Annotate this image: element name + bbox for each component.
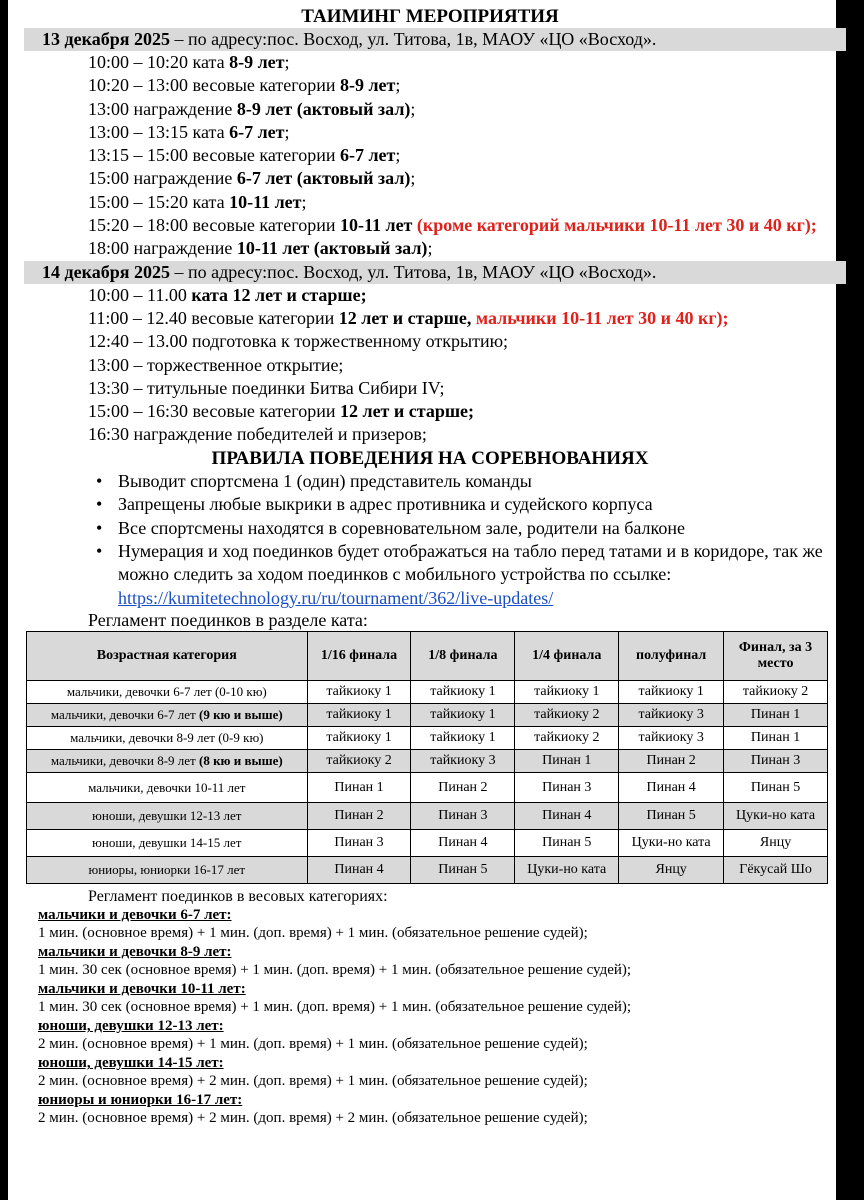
category-text: мальчики, девочки 6-7 лет: [50, 707, 199, 723]
day2-item: [88, 330, 830, 353]
kata-cell: тайкиоку 1: [411, 727, 515, 750]
item-post: ;: [410, 98, 416, 119]
day2-header: [24, 261, 846, 284]
item-post: ;: [395, 75, 401, 96]
weight-category-heading: мальчики и девочки 8-9 лет:: [38, 944, 232, 961]
weights-list: [30, 906, 830, 1128]
kata-cell: Пинан 4: [619, 773, 724, 803]
day1-special-item: [30, 214, 830, 237]
category-text: юноши, девушки 14-15 лет: [92, 835, 242, 851]
live-updates-link[interactable]: https://kumitetechnology.ru/ru/tournament/362/live-updates/: [118, 587, 554, 608]
table-row: [27, 704, 828, 727]
day2-item: [88, 423, 830, 446]
rules-list: [30, 470, 830, 610]
kata-cell: Пинан 4: [411, 830, 515, 857]
kata-cell: тайкиоку 3: [411, 750, 515, 773]
kata-cell: Пинан 3: [411, 803, 515, 830]
day2-address: – по адресу:пос. Восход, ул. Титова, 1в, МАОУ «ЦО «Восход».: [169, 261, 657, 282]
rule-item: • Выводит спортсмена 1 (один) представитель команды: [118, 470, 830, 493]
kata-cell: тайкиоку 1: [411, 704, 515, 727]
weight-category-heading: юниоры и юниорки 16-17 лет:: [38, 1092, 243, 1109]
day1-schedule: [30, 51, 830, 261]
weights-regulation-title: Регламент поединков в весовых категориях:: [88, 888, 388, 906]
day2-item: [88, 400, 830, 423]
category-cell: [27, 773, 308, 803]
document-content: [30, 0, 830, 1128]
item-red-note: (кроме категорий мальчики 10-11 лет 30 и 40 кг);: [416, 215, 817, 236]
header-age-category: Возрастная категория: [27, 632, 308, 681]
header-round-16: 1/16 финала: [307, 632, 411, 681]
kata-cell: Цуки-но ката: [515, 857, 619, 884]
kata-cell: тайкиоку 1: [515, 681, 619, 704]
weight-category-text: 1 мин. 30 сек (основное время) + 1 мин. (доп. время) + 1 мин. (обязательное решение судей);: [38, 999, 632, 1016]
kata-cell: Пинан 4: [307, 857, 411, 884]
kata-cell: Гёкусай Шо: [724, 857, 828, 884]
item-bold: 6-7 лет: [229, 121, 285, 142]
item-text: 15:20 – 18:00 весовые категории: [88, 215, 340, 236]
kata-cell: Пинан 2: [619, 750, 724, 773]
item-bold: 8-9 лет (актовый зал): [236, 98, 411, 119]
item-bold: 6-7 лет: [339, 145, 396, 166]
weight-category-heading: мальчики и девочки 6-7 лет:: [38, 907, 232, 924]
item-text: 11:00 – 12.40 весовые категории: [88, 307, 339, 328]
category-bold: (9 кю и выше): [198, 707, 283, 723]
item-post: ;: [395, 145, 401, 166]
item-bold: 8-9 лет: [339, 75, 396, 96]
kata-cell: Пинан 1: [307, 773, 411, 803]
item-bold: 10-11 лет: [229, 191, 302, 212]
kata-cell: тайкиоку 1: [307, 704, 411, 727]
right-border: [836, 0, 864, 1200]
kata-cell: Пинан 1: [724, 704, 828, 727]
category-cell: [27, 803, 308, 830]
day2-item: [88, 284, 830, 307]
day1-date: 13 декабря 2025: [42, 29, 170, 49]
kata-cell: тайкиоку 2: [515, 727, 619, 750]
day2-item: [88, 354, 830, 377]
weight-category-text: 2 мин. (основное время) + 2 мин. (доп. время) + 2 мин. (обязательное решение судей);: [38, 1110, 588, 1127]
item-text: 15:00 награждение: [88, 168, 237, 189]
day1-item: [88, 51, 830, 74]
item-post: ;: [284, 52, 290, 72]
table-row: [27, 727, 828, 750]
category-text: мальчики, девочки 8-9 лет (0-9 кю): [70, 730, 264, 746]
item-text: 10:00 – 11.00: [88, 284, 192, 305]
kata-cell: Пинан 5: [515, 830, 619, 857]
weight-category-text: 1 мин. (основное время) + 1 мин. (доп. время) + 1 мин. (обязательное решение судей);: [38, 925, 588, 942]
kata-cell: Пинан 2: [411, 773, 515, 803]
kata-cell: Пинан 5: [411, 857, 515, 884]
header-quarterfinal: 1/4 финала: [515, 632, 619, 681]
day1-item: [88, 121, 830, 144]
table-row: [27, 750, 828, 773]
item-text: 10:20 – 13:00 весовые категории: [88, 75, 340, 96]
category-text: мальчики, девочки 6-7 лет (0-10 кю): [66, 684, 267, 700]
category-cell: [27, 727, 308, 750]
weight-category-text: 2 мин. (основное время) + 1 мин. (доп. время) + 1 мин. (обязательное решение судей);: [38, 1036, 588, 1053]
weight-category-text: 2 мин. (основное время) + 2 мин. (доп. время) + 1 мин. (обязательное решение судей);: [38, 1073, 588, 1090]
day1-item: [88, 191, 830, 214]
day1-header: [24, 28, 846, 51]
category-cell: [27, 857, 308, 884]
item-text: 16:30 награждение победителей и призеров;: [88, 424, 427, 445]
category-cell: [27, 681, 308, 704]
kata-cell: тайкиоку 1: [307, 681, 411, 704]
table-row: [27, 773, 828, 803]
kata-cell: Цуки-но ката: [724, 803, 828, 830]
day1-item: [88, 144, 830, 167]
item-post: ;: [427, 238, 433, 259]
kata-cell: тайкиоку 1: [411, 681, 515, 704]
table-row: [27, 830, 828, 857]
header-semifinal: полуфинал: [619, 632, 724, 681]
rule-item: [118, 540, 830, 610]
day2-schedule: [30, 284, 830, 447]
item-bold: 10-11 лет (актовый зал): [236, 238, 428, 259]
day2-special-item: [88, 307, 830, 330]
header-final: Финал, за 3 место: [724, 632, 828, 681]
kata-cell: Пинан 4: [515, 803, 619, 830]
kata-cell: тайкиоку 3: [619, 727, 724, 750]
kata-regulation-title: Регламент поединков в разделе ката:: [88, 610, 368, 631]
item-text: 15:00 – 16:30 весовые категории: [88, 401, 340, 422]
weight-category-heading: юноши, девушки 14-15 лет:: [38, 1055, 224, 1072]
item-text: 13:15 – 15:00 весовые категории: [88, 145, 340, 166]
page-title: ТАИМИНГ МЕРОПРИЯТИЯ: [301, 6, 559, 27]
category-cell: [27, 830, 308, 857]
day1-item: [88, 74, 830, 97]
weight-category-heading: мальчики и девочки 10-11 лет:: [38, 981, 246, 998]
table-row: [27, 803, 828, 830]
kata-cell: тайкиоку 1: [307, 727, 411, 750]
table-row: [27, 681, 828, 704]
weight-category-text: 1 мин. 30 сек (основное время) + 1 мин. (доп. время) + 1 мин. (обязательное решение судей);: [38, 962, 632, 979]
category-text: юниоры, юниорки 16-17 лет: [88, 862, 246, 878]
kata-cell: Пинан 3: [307, 830, 411, 857]
kata-cell: Янцу: [619, 857, 724, 884]
left-border: [0, 0, 8, 1200]
day1-address: – по адресу:пос. Восход, ул. Титова, 1в, МАОУ «ЦО «Восход».: [169, 29, 657, 49]
item-red-note: мальчики 10-11 лет 30 и 40 кг);: [475, 307, 729, 328]
kata-table: [26, 631, 828, 884]
category-text: мальчики, девочки 10-11 лет: [88, 779, 246, 795]
item-text: 13:00 – торжественное открытие;: [88, 354, 344, 375]
item-bold: 12 лет и старше,: [338, 307, 476, 328]
day1-item: [88, 237, 830, 260]
category-cell: [27, 750, 308, 773]
kata-cell: Пинан 3: [515, 773, 619, 803]
category-text: юноши, девушки 12-13 лет: [92, 808, 242, 824]
kata-cell: тайкиоку 2: [724, 681, 828, 704]
item-text: 12:40 – 13.00 подготовка к торжественному открытию;: [88, 331, 509, 352]
kata-cell: Пинан 2: [307, 803, 411, 830]
item-text: 18:00 награждение: [88, 238, 237, 259]
item-bold: 6-7 лет (актовый зал): [236, 168, 411, 189]
category-cell: [27, 704, 308, 727]
rule-item: • Запрещены любые выкрики в адрес противника и судейского корпуса: [118, 493, 830, 516]
item-bold: ката 12 лет и старше;: [191, 284, 367, 305]
table-header-row: [27, 632, 828, 681]
item-text: 13:30 – титульные поединки Битва Сибири IV;: [88, 377, 445, 398]
kata-cell: тайкиоку 1: [619, 681, 724, 704]
category-bold: (8 кю и выше): [198, 753, 283, 769]
kata-cell: Цуки-но ката: [619, 830, 724, 857]
item-text: 13:00 награждение: [88, 98, 237, 119]
kata-cell: тайкиоку 3: [619, 704, 724, 727]
item-post: ;: [284, 121, 290, 142]
day1-item: [88, 167, 830, 190]
category-text: мальчики, девочки 8-9 лет: [50, 753, 199, 769]
kata-cell: Пинан 3: [724, 750, 828, 773]
day2-item: [88, 377, 830, 400]
item-text: 15:00 – 15:20 ката: [88, 191, 230, 212]
item-post: ;: [301, 191, 307, 212]
item-text: 13:00 – 13:15 ката: [88, 121, 230, 142]
item-bold: 10-11 лет: [339, 215, 417, 236]
item-bold: 12 лет и старше;: [339, 401, 475, 422]
kata-cell: тайкиоку 2: [515, 704, 619, 727]
kata-cell: тайкиоку 2: [307, 750, 411, 773]
kata-cell: Янцу: [724, 830, 828, 857]
weight-category-heading: юноши, девушки 12-13 лет:: [38, 1018, 224, 1035]
table-row: [27, 857, 828, 884]
kata-cell: Пинан 1: [724, 727, 828, 750]
header-round-8: 1/8 финала: [411, 632, 515, 681]
day2-date: 14 декабря 2025: [42, 261, 170, 282]
rule-text: Нумерация и ход поединков будет отображаться на табло перед татами и в коридоре, так же можно следить за ходом поединков с мобильного устройства по ссылке:: [118, 540, 823, 585]
day1-item: [88, 98, 830, 121]
kata-cell: Пинан 5: [619, 803, 724, 830]
kata-cell: Пинан 1: [515, 750, 619, 773]
item-post: ;: [410, 168, 416, 189]
rule-item: • Все спортсмены находятся в соревновательном зале, родители на балконе: [118, 517, 830, 540]
item-text: 10:00 – 10:20 ката: [88, 52, 230, 72]
kata-cell: Пинан 5: [724, 773, 828, 803]
item-bold: 8-9 лет: [229, 52, 285, 72]
rules-title: ПРАВИЛА ПОВЕДЕНИЯ НА СОРЕВНОВАНИЯХ: [211, 447, 649, 469]
